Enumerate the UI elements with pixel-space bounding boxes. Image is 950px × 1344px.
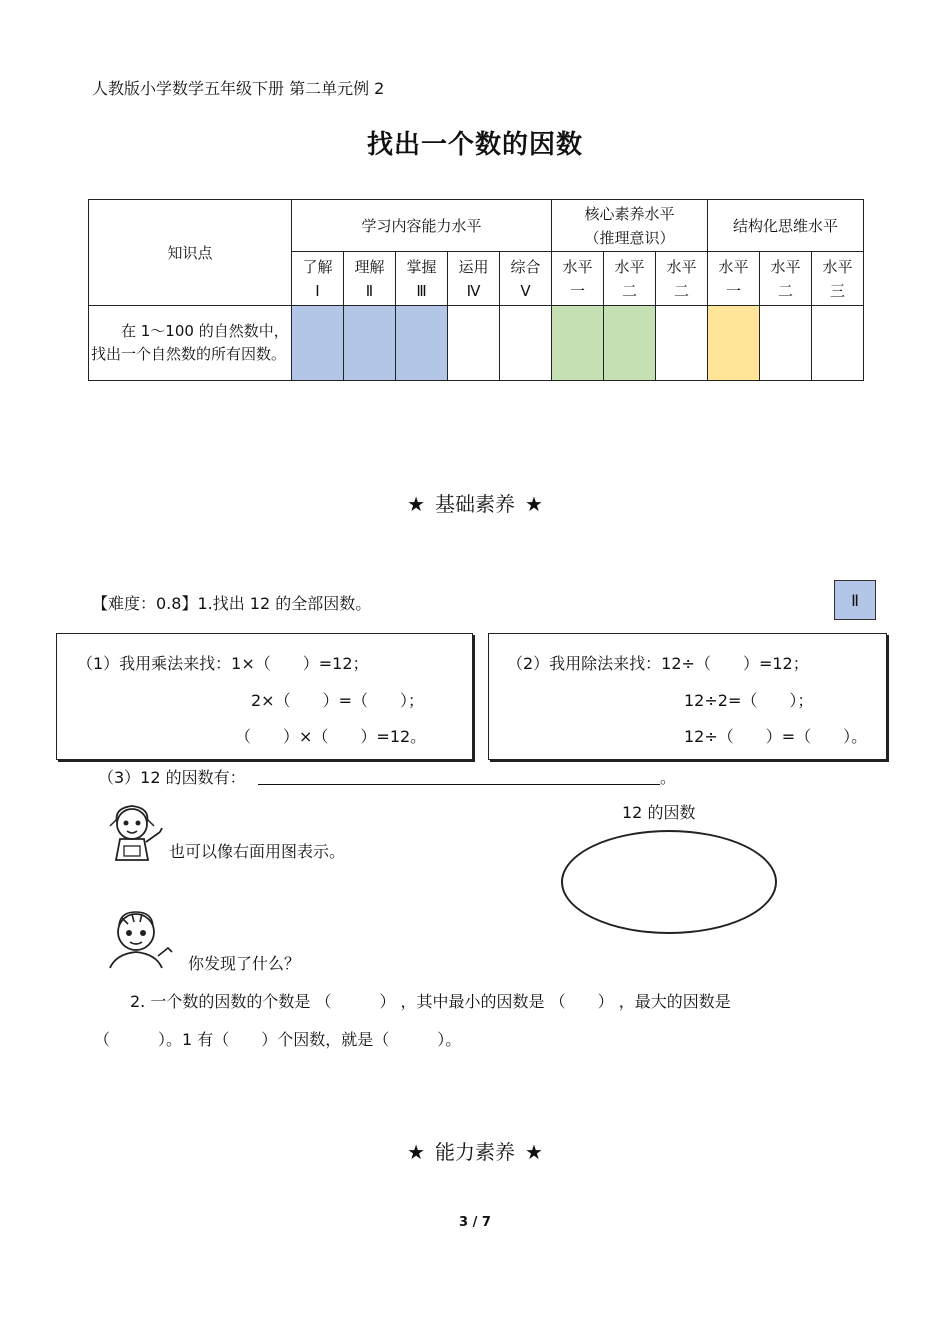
col-header: 运用 Ⅳ xyxy=(448,252,500,306)
div-line-1: （2）我用除法来找：12÷（ ）=12； xyxy=(507,654,809,673)
document-subtitle: 人教版小学数学五年级下册 第二单元例 2 xyxy=(92,79,385,98)
question-2-line-2: （ ）。1 有（ ）个因数，就是（ ）。 xyxy=(94,1030,462,1049)
level-cell xyxy=(760,306,812,381)
level-cell-highlighted xyxy=(396,306,448,381)
level-cell xyxy=(500,306,552,381)
level-table xyxy=(88,199,864,381)
col-header: 掌握 Ⅲ xyxy=(396,252,448,306)
col-header: 理解 Ⅱ xyxy=(344,252,396,306)
star-icon: ★ xyxy=(525,492,543,516)
col-header: 水平 一 xyxy=(552,252,604,306)
section-ability-title xyxy=(0,1136,950,1165)
section-basic-label: 基础素养 xyxy=(435,492,515,516)
col-header: 水平 二 xyxy=(760,252,812,306)
col-header: 了解 Ⅰ xyxy=(292,252,344,306)
mult-line-1: （1）我用乘法来找：1×（ ）=12； xyxy=(77,654,369,673)
star-icon: ★ xyxy=(407,1140,425,1164)
div-line-2: 12÷2=（ ）； xyxy=(684,691,814,710)
multiplication-box xyxy=(56,633,473,760)
star-icon: ★ xyxy=(525,1140,543,1164)
group-struct-header: 结构化思维水平 xyxy=(708,200,864,252)
part3-label: （3）12 的因数有： xyxy=(98,768,246,787)
level-cell-highlighted xyxy=(604,306,656,381)
level-cell-highlighted xyxy=(292,306,344,381)
part3-end: 。 xyxy=(660,768,677,787)
col-header: 水平 一 xyxy=(708,252,760,306)
level-cell-highlighted xyxy=(708,306,760,381)
question-1-text: 【难度：0.8】1.找出 12 的全部因数。 xyxy=(92,594,372,613)
girl-illustration-icon xyxy=(104,800,168,864)
col-header: 水平 二 xyxy=(604,252,656,306)
mult-line-2: 2×（ ）=（ ）； xyxy=(251,691,424,710)
boy-speech-text: 你发现了什么？ xyxy=(188,954,301,973)
level-cell-highlighted xyxy=(344,306,396,381)
page-number: 3 / 7 xyxy=(459,1215,491,1230)
div-line-3: 12÷（ ）=（ ）。 xyxy=(684,727,868,746)
factor-set-ellipse xyxy=(561,830,777,934)
star-icon: ★ xyxy=(407,492,425,516)
level-badge: Ⅱ xyxy=(834,580,876,620)
group-content-header: 学习内容能力水平 xyxy=(292,200,552,252)
level-cell xyxy=(812,306,864,381)
ellipse-label: 12 的因数 xyxy=(622,803,696,822)
group-core-line2: （推理意识） xyxy=(584,228,675,247)
mult-line-3: （ ）×（ ）=12。 xyxy=(235,727,427,746)
col-header: 综合 Ⅴ xyxy=(500,252,552,306)
answer-blank-line[interactable] xyxy=(258,784,660,785)
level-cell xyxy=(448,306,500,381)
level-cell-highlighted xyxy=(552,306,604,381)
level-cell xyxy=(656,306,708,381)
girl-speech-text: 也可以像右面用图表示。 xyxy=(169,842,346,861)
question-2-line-1: 2. 一个数的因数的个数是 （ ） ，其中最小的因数是 （ ） ，最大的因数是 xyxy=(130,992,731,1011)
group-core-header xyxy=(552,200,708,252)
division-box xyxy=(488,633,887,760)
section-basic-title xyxy=(0,488,950,517)
boy-illustration-icon xyxy=(106,906,176,970)
knowledge-header: 知识点 xyxy=(89,200,292,306)
col-header: 水平 二 xyxy=(656,252,708,306)
knowledge-point-cell: 在 1～100 的自然数中，找出一个自然数的所有因数。 xyxy=(89,306,292,381)
group-core-line1: 核心素养水平 xyxy=(584,204,675,223)
col-header: 水平 三 xyxy=(812,252,864,306)
page-title: 找出一个数的因数 xyxy=(366,130,583,160)
section-ability-label: 能力素养 xyxy=(435,1140,515,1164)
